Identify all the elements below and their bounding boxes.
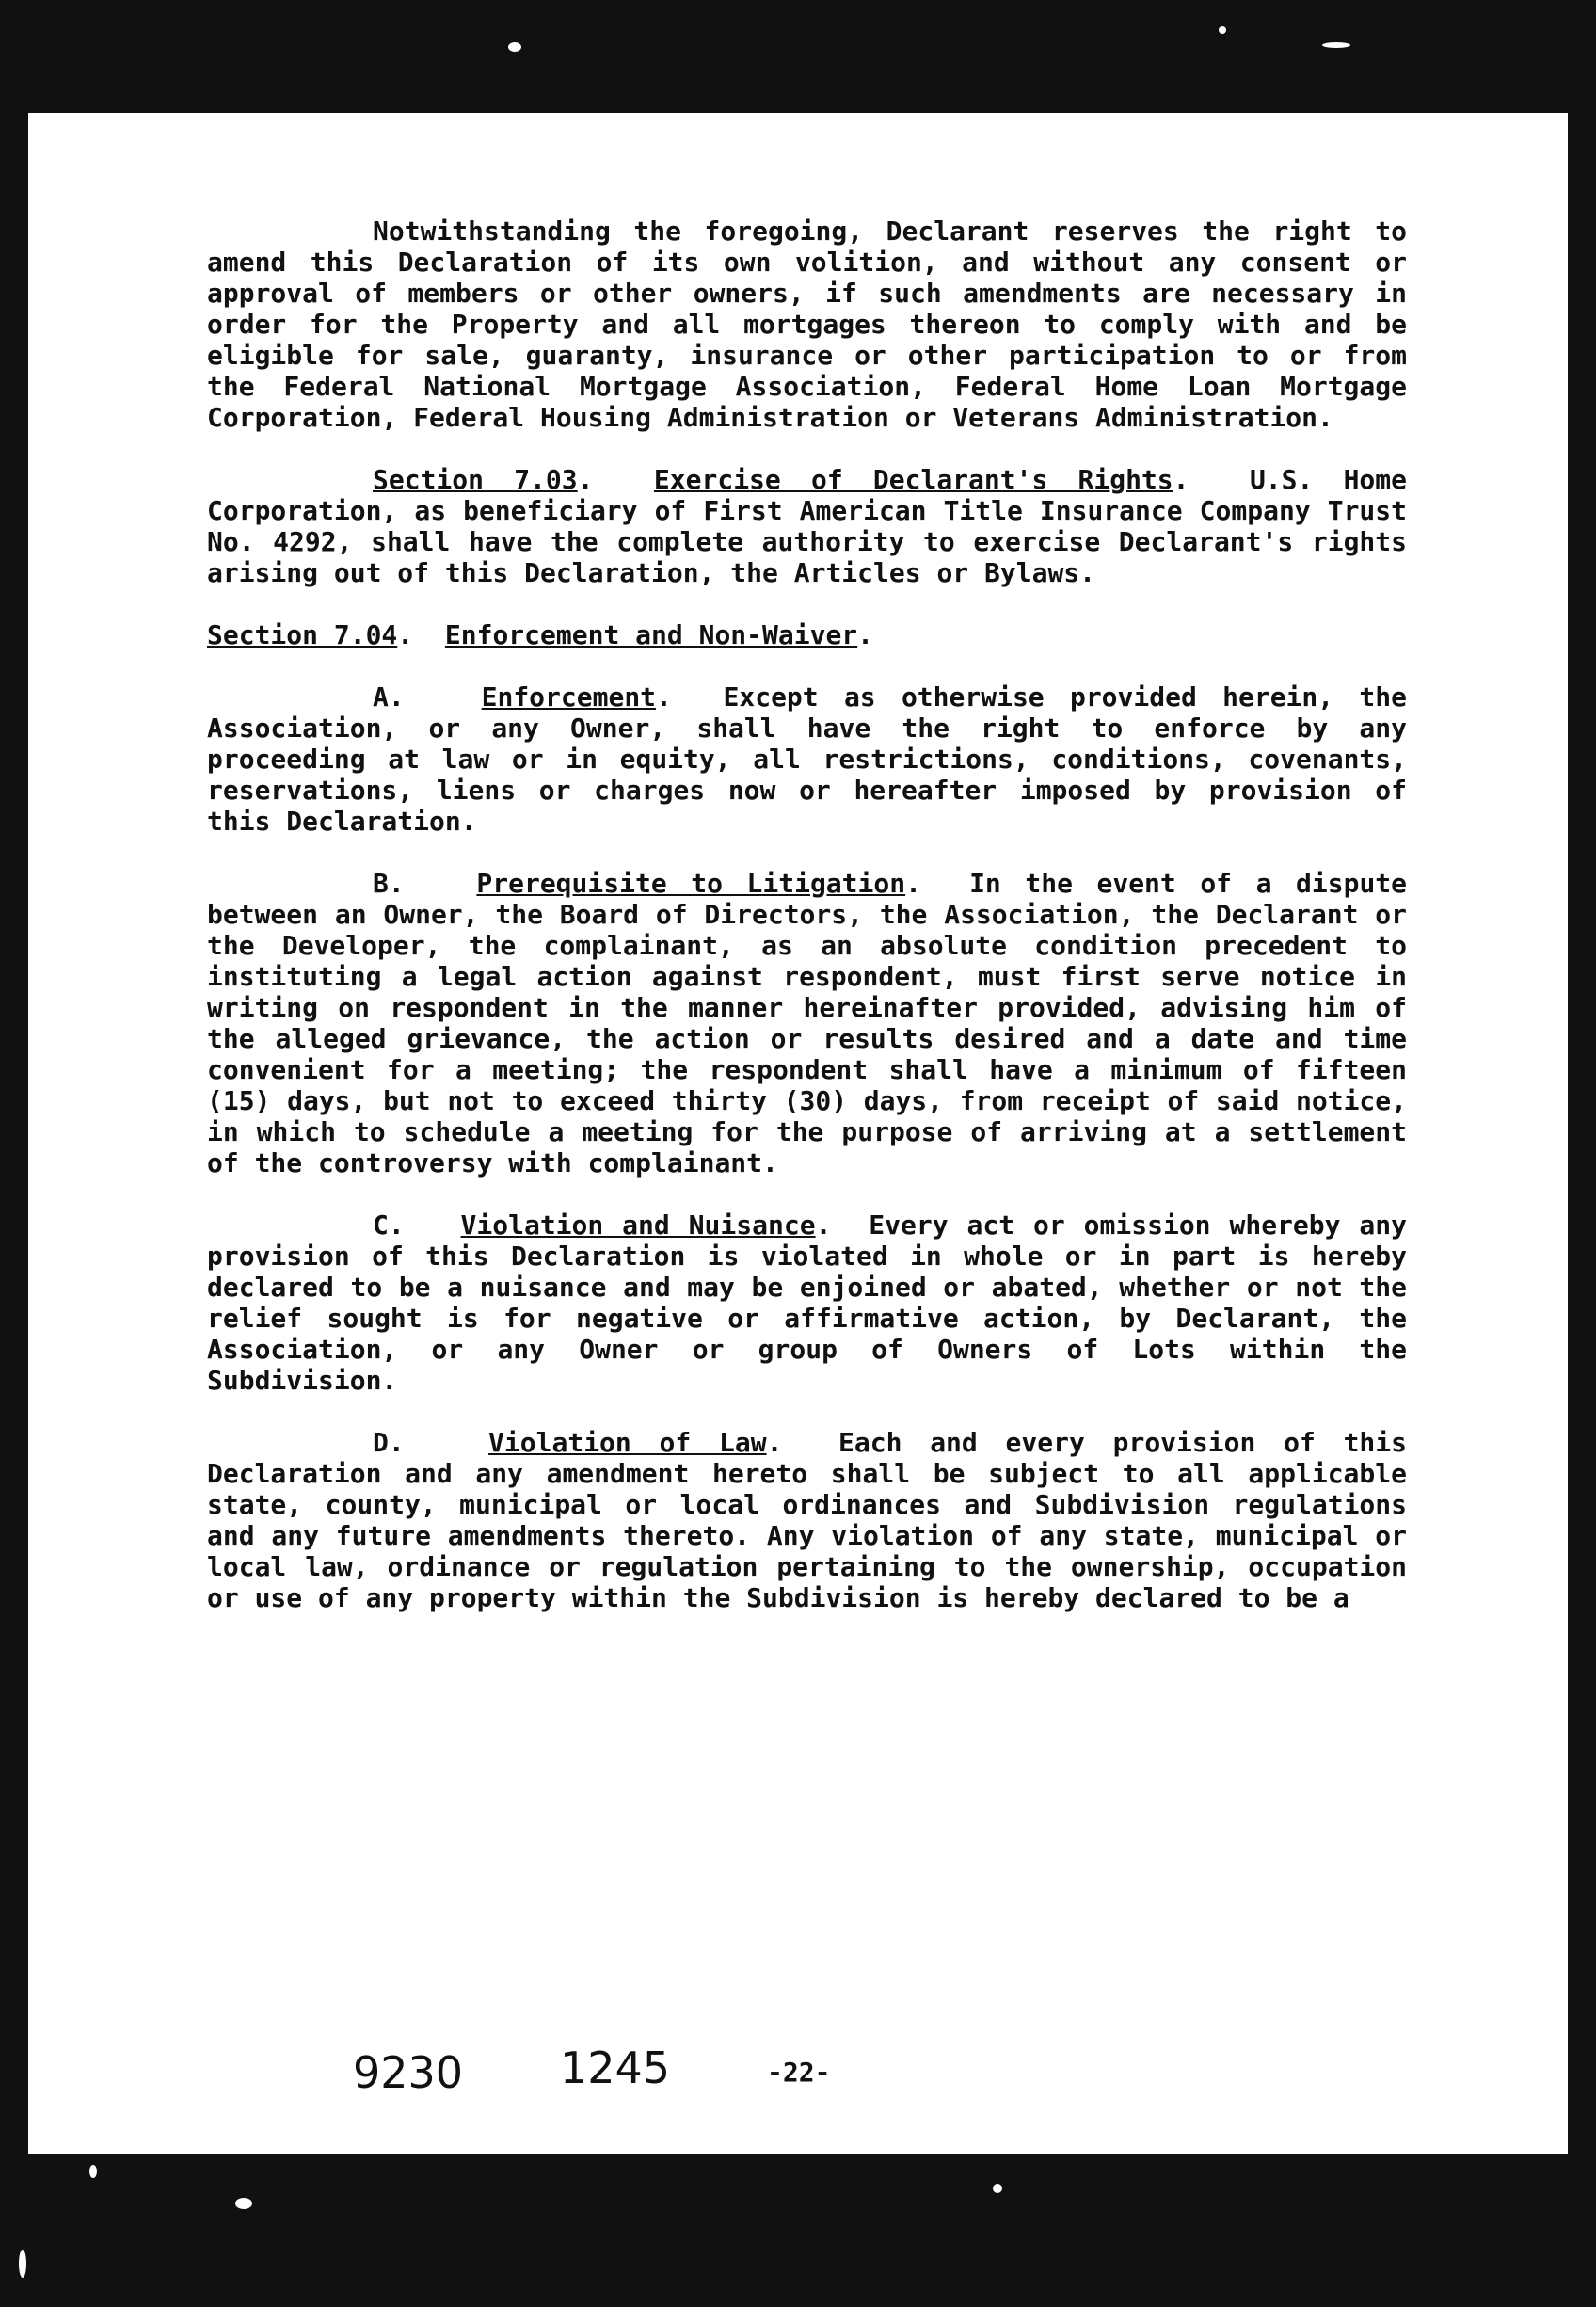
clause-body: Except as otherwise provided herein, the Association, or any Owner, shall have the right to enforce by any proceeding at law or in equity, all restrictions, conditions, covenants, reservations, liens or charges now or hereafter imposed by provision of this Declaration.: [207, 681, 1407, 837]
section-body: U.S. Home Corporation, as beneficiary of First American Title Insurance Company Trust No. 4292, shall have the complete authority to exercise Declarant's rights arising out of this Declaration, the Articles or Bylaws.: [207, 464, 1407, 588]
clause-letter: B.: [373, 868, 405, 899]
section-7-03: Section 7.03. Exercise of Declarant's Rights. U.S. Home Corporation, as beneficiary of First American Title Insurance Company Trust No. 4292, shall have the complete authority to exercise Declarant's rights arising out of this Declaration, the Articles or Bylaws.: [207, 464, 1407, 588]
section-7-04-heading: Section 7.04. Enforcement and Non-Waiver.: [207, 619, 874, 650]
page-number-stamp: 1245: [560, 2043, 671, 2093]
clause-b-prerequisite: B. Prerequisite to Litigation. In the event of a dispute between an Owner, the Board of Directors, the Association, the Declarant or the Developer, the complainant, as an absolute condition precedent to instituting a legal action against respondent, must first serve notice in writing on respondent in the manner hereinafter provided, advising him of the alleged grievance, the action or results desired and a date and time convenient for a meeting; the respondent shall have a minimum of fifteen (15) days, but not to exceed thirty (30) days, from receipt of said notice, in which to schedule a meeting for the purpose of arriving at a settlement of the controversy with complainant.: [207, 868, 1408, 1178]
scan-speck: [235, 2198, 252, 2209]
clause-title: Enforcement: [481, 681, 657, 713]
paragraph-amendment-rights: [207, 216, 1407, 433]
page-label: -22-: [767, 2057, 831, 2088]
scan-speck: [993, 2184, 1002, 2193]
scan-speck: [19, 2250, 26, 2278]
scan-speck: [1322, 42, 1350, 48]
scan-speck: [508, 42, 521, 52]
scan-speck: [1219, 26, 1226, 34]
clause-body: Each and every provision of this Declaration and any amendment hereto shall be subject to all applicable state, county, municipal or local ordinances and Subdivision regulations and any future amendments thereto. Any violation of any state, municipal or local law, ordinance or regulation pertaining to the ownership, occupation or use of any property within the Subdivision is hereby declared to be a: [207, 1427, 1408, 1613]
scan-speck: [89, 2165, 97, 2178]
clause-title: Violation of Law: [488, 1427, 767, 1458]
clause-d-violation-law: D. Violation of Law. Each and every provision of this Declaration and any amendment hereto shall be subject to all applicable state, county, municipal or local ordinances and Subdivision regulations and any future amendments thereto. Any violation of any state, municipal or local law, ordinance or regulation pertaining to the ownership, occupation or use of any property within the Subdivision is hereby declared to be a: [207, 1427, 1408, 1613]
page-footer: [353, 2043, 918, 2104]
document-body: [207, 216, 1407, 1644]
paragraph-text: Notwithstanding the foregoing, Declarant reserves the right to amend this Declaration of its own volition, and without any consent or approval of members or other owners, if such amendments are necessary in order for the Property and all mortgages thereon to comply with and be eligible for sale, guaranty, insurance or other participation to or from the Federal National Mortgage Association, Federal Home Loan Mortgage Corporation, Federal Housing Administration or Veterans Administration.: [207, 216, 1407, 433]
section-number: Section 7.04: [207, 619, 398, 650]
section-title: Exercise of Declarant's Rights: [653, 464, 1173, 495]
clause-body: Every act or omission whereby any provision of this Declaration is violated in whole or in part is hereby declared to be a nuisance and may be enjoined or abated, whether or not the relief sought is for negative or affirmative action, by Declarant, the Association, or any Owner or group of Owners of Lots within the Subdivision.: [207, 1210, 1407, 1396]
clause-title: Violation and Nuisance: [460, 1210, 816, 1241]
clause-c-violation-nuisance: C. Violation and Nuisance. Every act or omission whereby any provision of this Declaration is violated in whole or in part is hereby declared to be a nuisance and may be enjoined or abated, whether or not the relief sought is for negative or affirmative action, by Declarant, the Association, or any Owner or group of Owners of Lots within the Subdivision.: [207, 1210, 1407, 1396]
book-number: 9230: [353, 2047, 464, 2098]
clause-a-enforcement: A. Enforcement. Except as otherwise provided herein, the Association, or any Owner, shall have the right to enforce by any proceeding at law or in equity, all restrictions, conditions, covenants, reservations, liens or charges now or hereafter imposed by provision of this Declaration.: [207, 681, 1407, 837]
clause-title: Prerequisite to Litigation: [476, 868, 906, 899]
clause-letter: D.: [373, 1427, 405, 1458]
clause-body: In the event of a dispute between an Owner, the Board of Directors, the Association, the Declarant or the Developer, the complainant, as an absolute condition precedent to instituting a legal action against respondent, must first serve notice in writing on respondent in the manner hereinafter provided, advising him of the alleged grievance, the action or results desired and a date and time convenient for a meeting; the respondent shall have a minimum of fifteen (15) days, but not to exceed thirty (30) days, from receipt of said notice, in which to schedule a meeting for the purpose of arriving at a settlement of the controversy with complainant.: [207, 868, 1408, 1178]
clause-letter: A.: [373, 681, 405, 713]
section-number: Section 7.03: [373, 464, 578, 495]
clause-letter: C.: [373, 1210, 405, 1241]
section-title: Enforcement and Non-Waiver: [444, 619, 858, 650]
